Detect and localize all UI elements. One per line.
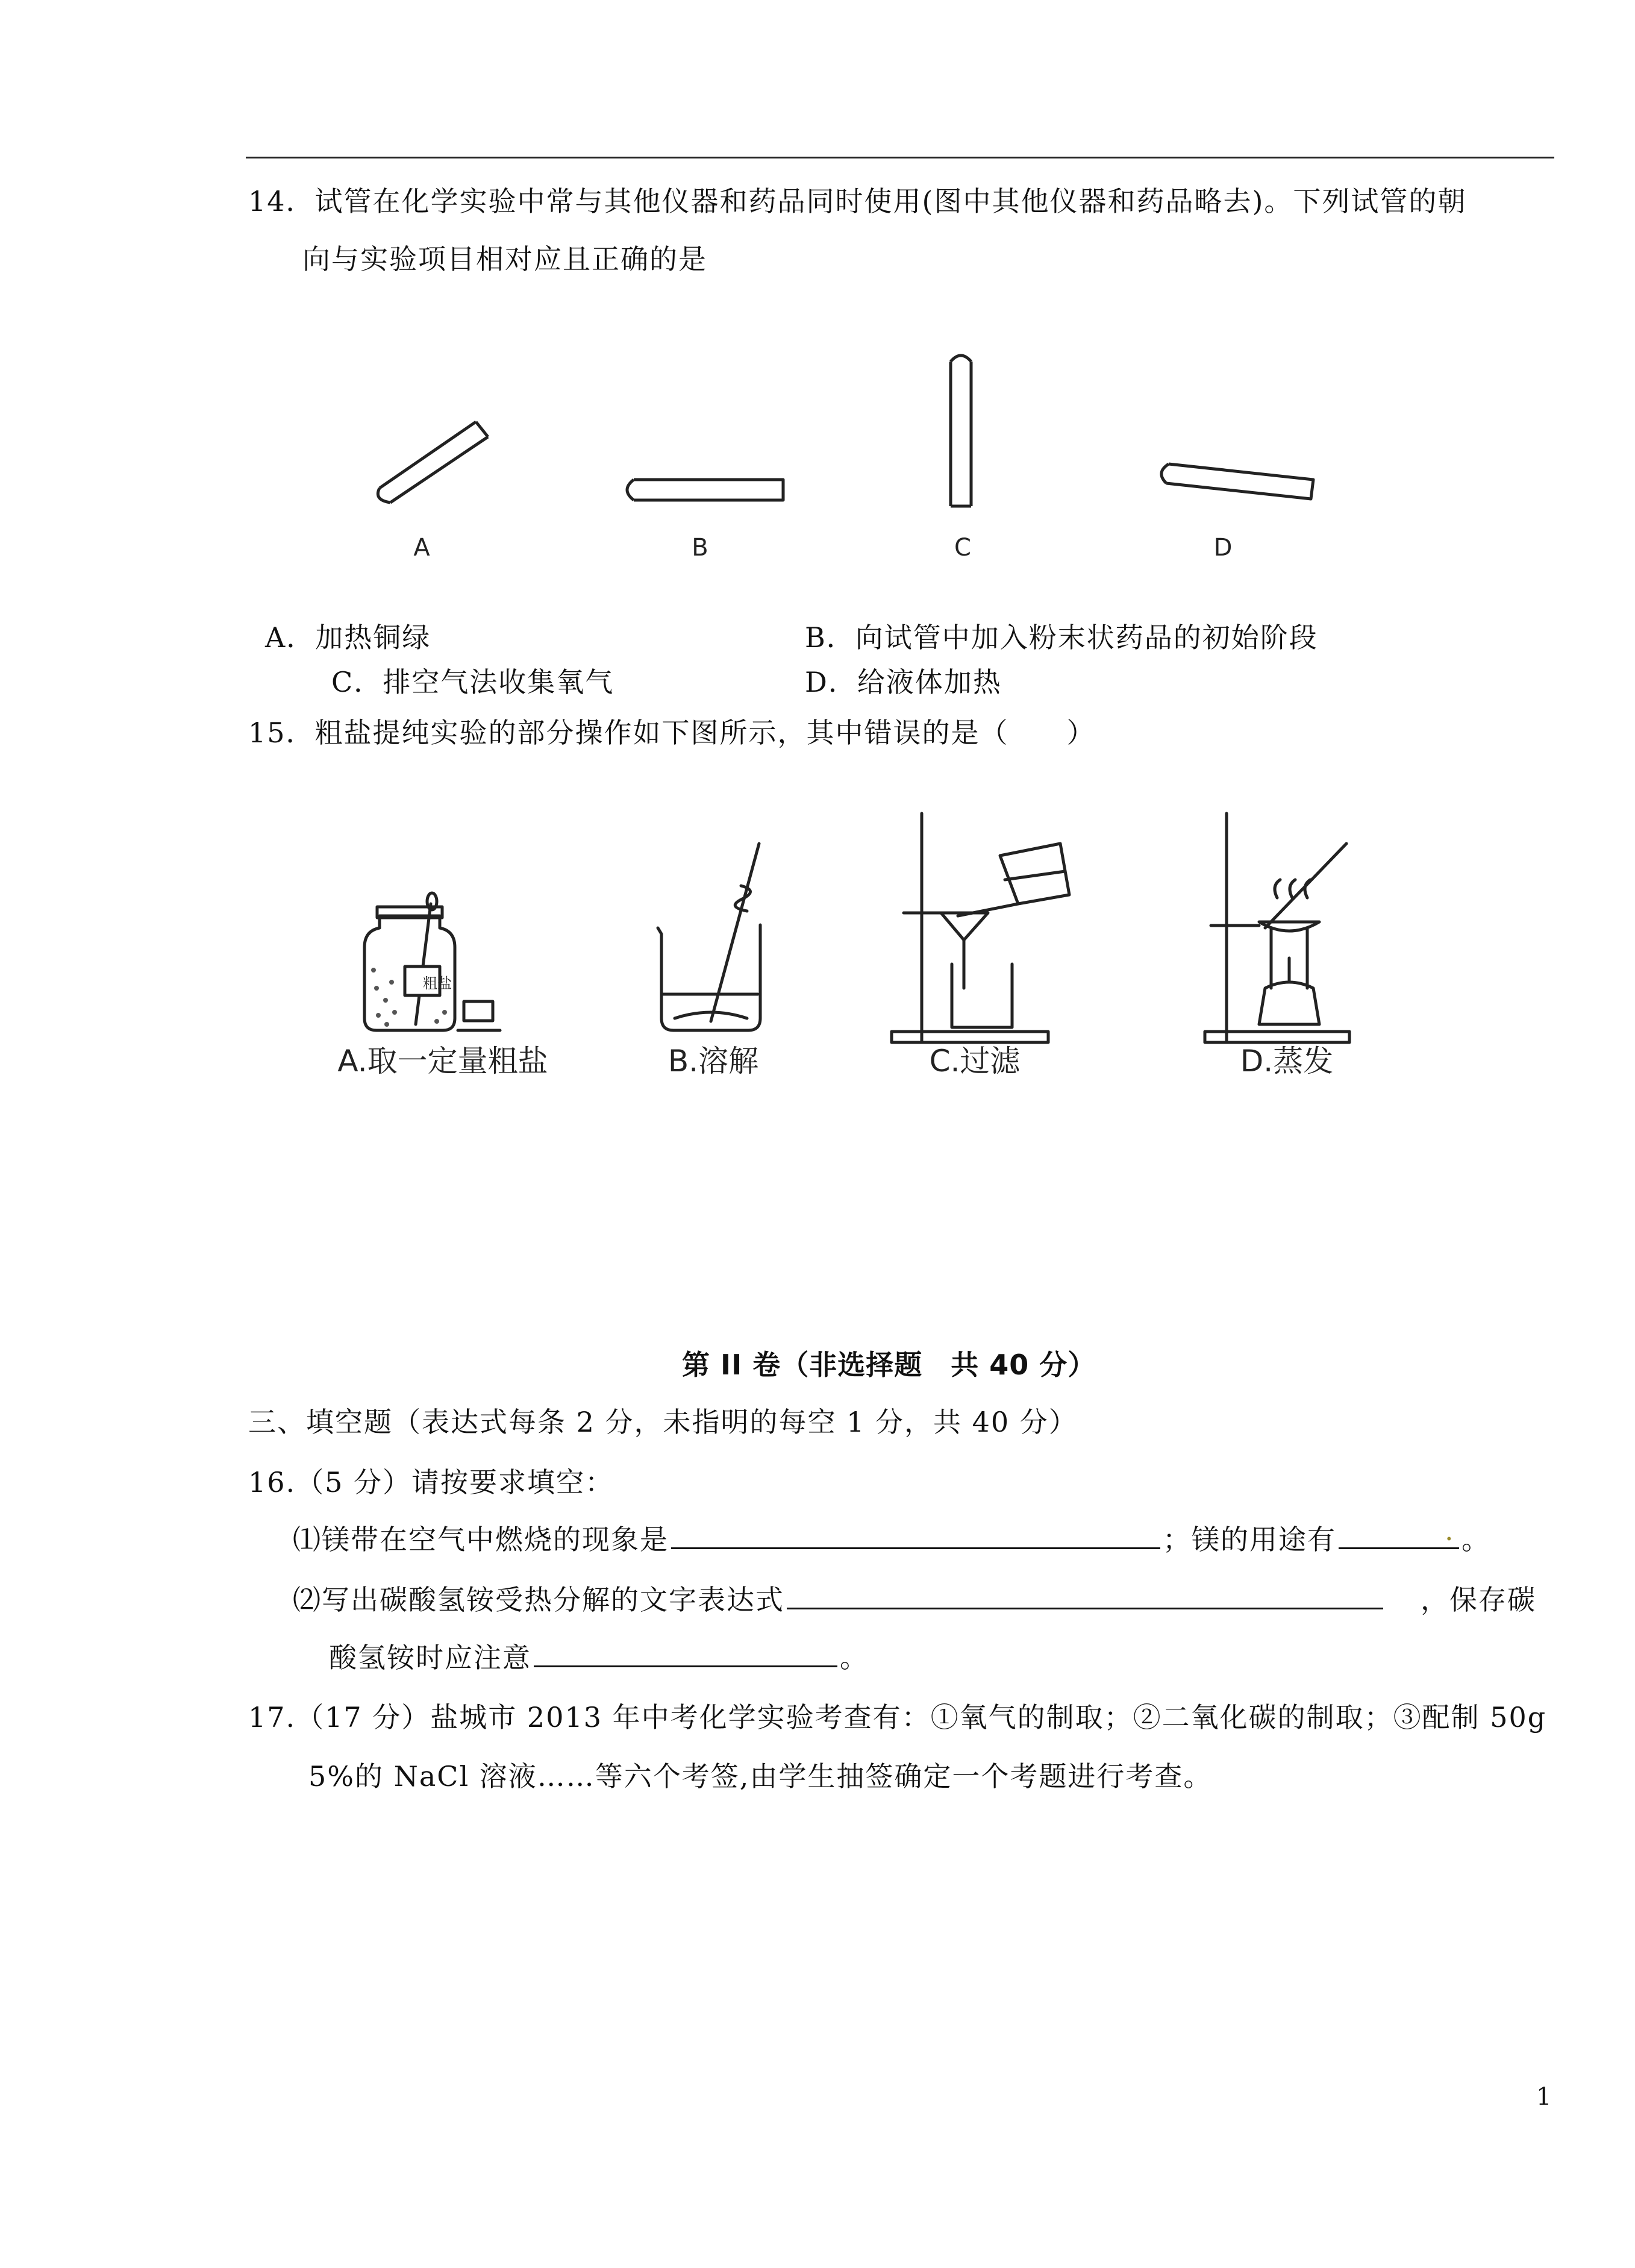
jar-label: 粗盐: [423, 975, 452, 992]
section3-heading: 三、填空题（表达式每条 2 分，未指明的每空 1 分，共 40 分）: [248, 1406, 1078, 1438]
tube-label-b: B: [692, 534, 708, 562]
tube-label-c: C: [954, 534, 971, 562]
salt-label-a: A.取一定量粗盐: [337, 1044, 548, 1079]
q14-line1: 14．试管在化学实验中常与其他仪器和药品同时使用(图中其他仪器和药品略去)。下列试管的朝: [248, 185, 1467, 218]
q16-sub1-end: 。: [1461, 1523, 1490, 1556]
q16-head: 16.（5 分）请按要求填空：: [248, 1466, 614, 1499]
q16-sub2-text-b: ，保存碳: [1421, 1584, 1536, 1616]
q16-blank-use[interactable]: [1339, 1514, 1459, 1549]
q16-sub1-text-a: ⑴镁带在空气中燃烧的现象是: [293, 1523, 669, 1556]
salt-label-c: C.过滤: [929, 1044, 1021, 1079]
q17-line1: 17.（17 分）盐城市 2013 年中考化学实验考查有：①氧气的制取；②二氧化碳的制取；③配制 50g: [248, 1701, 1547, 1734]
jar-with-spoon: [364, 893, 500, 1030]
q16-blank-phenomenon[interactable]: [671, 1521, 1160, 1549]
q14-option-a: A．加热铜绿: [265, 621, 431, 654]
q16-blank-equation[interactable]: [787, 1581, 1383, 1609]
page-number: 1: [1536, 2083, 1553, 2111]
q14-line2: 向与实验项目相对应且正确的是: [302, 243, 707, 275]
q14-option-c: C．排空气法收集氧气: [331, 666, 614, 698]
q16-sub2: [293, 1581, 1536, 1618]
q16-sub1: [293, 1514, 1490, 1558]
q16-sub2-end: 。: [840, 1641, 869, 1674]
q16-sub2-cont: [329, 1639, 869, 1676]
q16-sub2-text-c: 酸氢铵时应注意: [329, 1641, 531, 1674]
salt-label-b: B.溶解: [667, 1044, 759, 1079]
q16-blank-dot: .: [1445, 1514, 1455, 1547]
q14-option-b: B．向试管中加入粉末状药品的初始阶段: [805, 621, 1318, 654]
part2-title: 第 II 卷（非选择题 共 40 分）: [682, 1349, 1096, 1381]
q14-option-d: D．给液体加热: [805, 666, 1002, 698]
filtration-stand: [892, 813, 1069, 1042]
q17-line2: 5%的 NaCl 溶液……等六个考签,由学生抽签确定一个考题进行考查。: [308, 1760, 1213, 1793]
salt-label-d: D.蒸发: [1240, 1044, 1334, 1079]
q16-sub2-text-a: ⑵写出碳酸氢铵受热分解的文字表达式: [293, 1584, 784, 1616]
evaporation-stand: [1205, 813, 1349, 1042]
tube-label-d: D: [1213, 534, 1233, 562]
tube-label-a: A: [413, 534, 430, 562]
q16-blank-storage[interactable]: [534, 1639, 837, 1667]
q16-sub1-text-b: ；镁的用途有: [1163, 1523, 1336, 1556]
beaker-with-rod: [658, 844, 760, 1030]
q15-line1: 15．粗盐提纯实验的部分操作如下图所示，其中错误的是（ ）: [248, 716, 1096, 749]
